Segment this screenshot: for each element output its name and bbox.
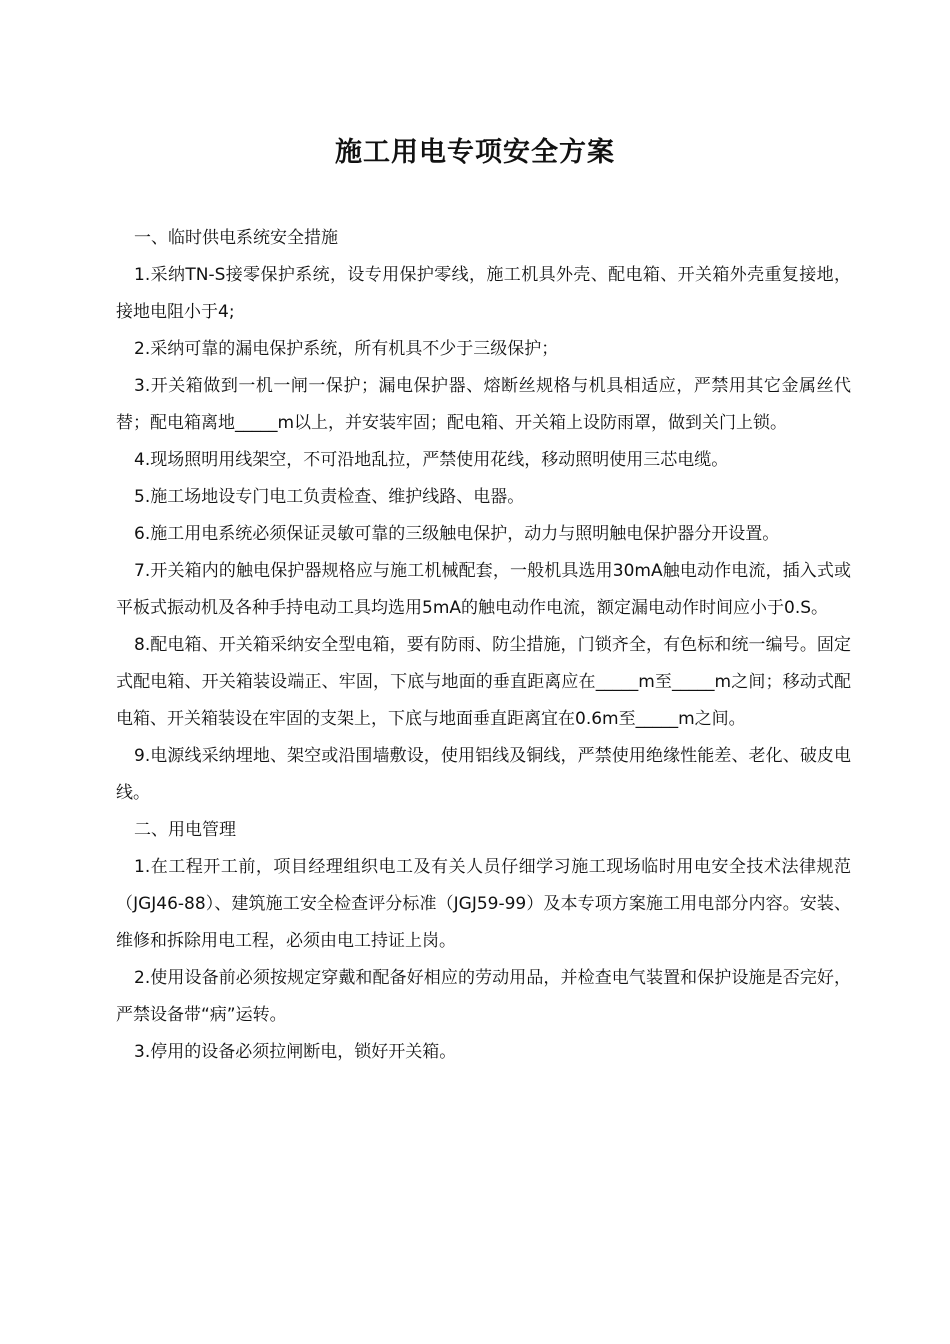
- document-body: [116, 220, 851, 1071]
- paragraph-2-3: 3.停用的设备必须拉闸断电，锁好开关箱。: [134, 1042, 457, 1062]
- paragraph-1-6: 6.施工用电系统必须保证灵敏可靠的三级触电保护，动力与照明触电保护器分开设置。: [134, 524, 780, 544]
- paragraph-1-7: 7.开关箱内的触电保护器规格应与施工机械配套，一般机具选用30mA触电动作电流，插入式或平板式振动机及各种手持电动工具均选用5mA的触电动作电流，额定漏电动作时间应小于0.S。: [116, 561, 851, 618]
- paragraph-1-8: 8.配电箱、开关箱采纳安全型电箱，要有防雨、防尘措施，门锁齐全，有色标和统一编号。固定式配电箱、开关箱装设端正、牢固，下底与地面的垂直距离应在_____m至_____m之间；移动式配电箱、开关箱装设在牢固的支架上，下底与地面垂直距离宜在0.6m至_____m之间。: [116, 635, 851, 729]
- paragraph-2-2: 2.使用设备前必须按规定穿戴和配备好相应的劳动用品，并检查电气装置和保护设施是否完好，严禁设备带“病”运转。: [116, 968, 851, 1025]
- paragraph-1-3: 3.开关箱做到一机一闸一保护；漏电保护器、熔断丝规格与机具相适应，严禁用其它金属丝代替；配电箱离地_____m以上，并安装牢固；配电箱、开关箱上设防雨罩，做到关门上锁。: [116, 376, 851, 433]
- paragraph-1-4: 4.现场照明用线架空，不可沿地乱拉，严禁使用花线，移动照明使用三芯电缆。: [134, 450, 729, 470]
- document-title: 施工用电专项安全方案: [335, 137, 615, 168]
- section-heading-1: 一、临时供电系统安全措施: [134, 228, 338, 248]
- paragraph-1-1: 1.采纳TN-S接零保护系统，设专用保护零线，施工机具外壳、配电箱、开关箱外壳重复接地，接地电阻小于4;: [116, 265, 851, 322]
- paragraph-1-2: 2.采纳可靠的漏电保护系统，所有机具不少于三级保护；: [134, 339, 559, 359]
- paragraph-1-5: 5.施工场地设专门电工负责检查、维护线路、电器。: [134, 487, 525, 507]
- paragraph-1-9: 9.电源线采纳埋地、架空或沿围墙敷设，使用铝线及铜线，严禁使用绝缘性能差、老化、破皮电线。: [116, 746, 851, 803]
- section-heading-2: 二、用电管理: [134, 820, 236, 840]
- paragraph-2-1: 1.在工程开工前，项目经理组织电工及有关人员仔细学习施工现场临时用电安全技术法律规范（JGJ46-88）、建筑施工安全检查评分标准（JGJ59-99）及本专项方案施工用电部分内容。安装、维修和拆除用电工程，必须由电工持证上岗。: [116, 857, 851, 951]
